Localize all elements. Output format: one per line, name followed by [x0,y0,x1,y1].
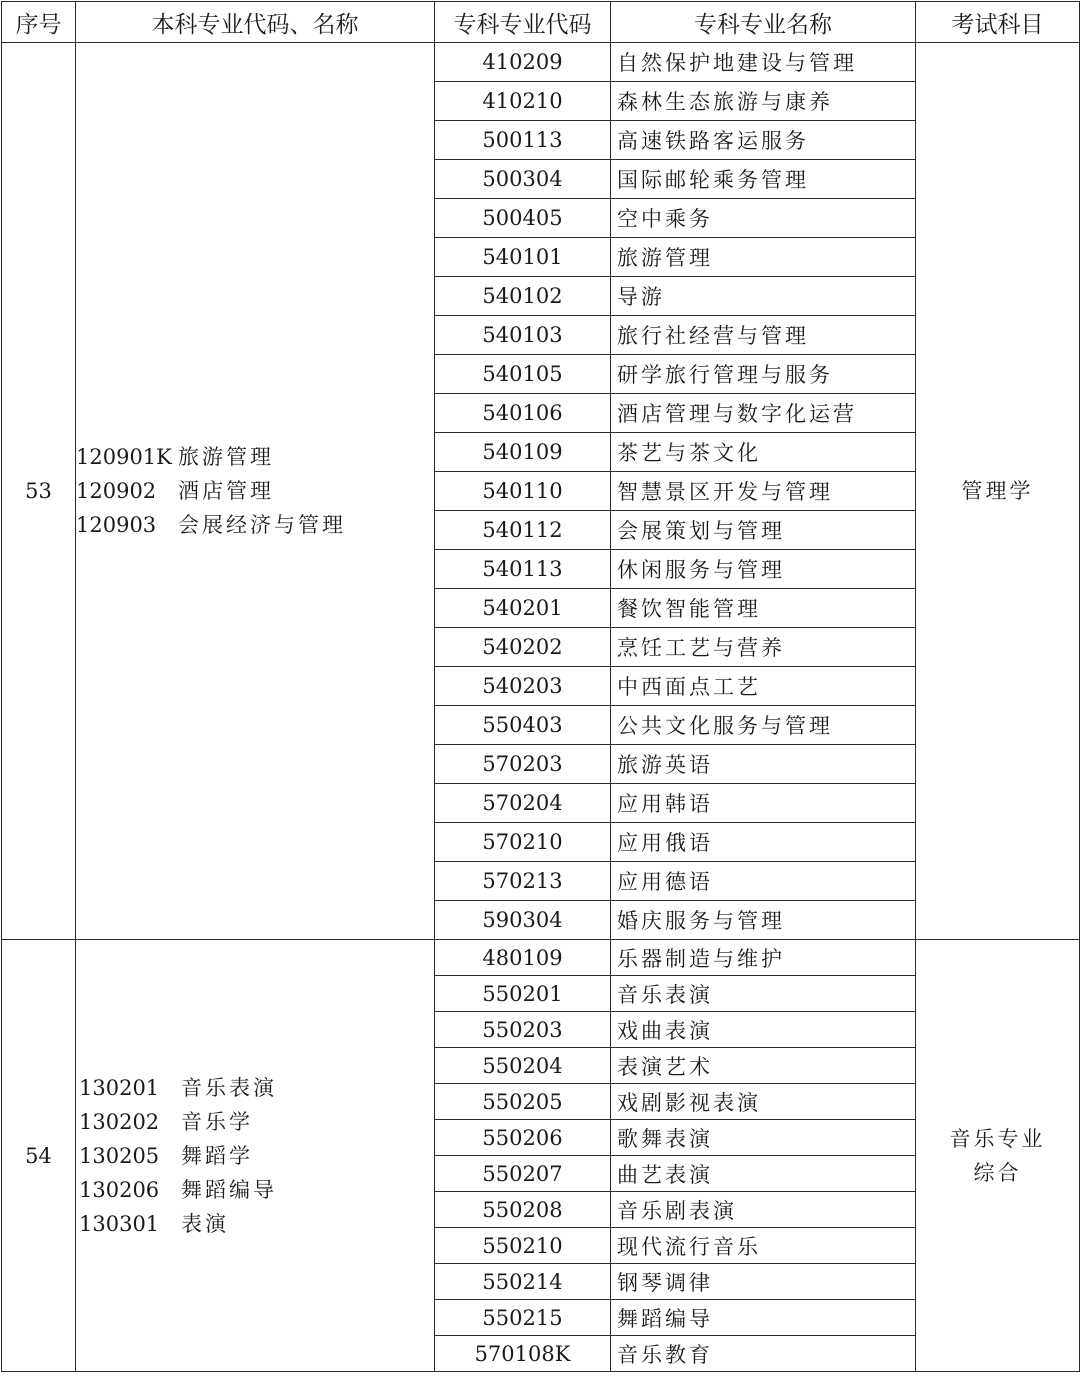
junior-major-name: 应用德语 [611,862,916,901]
group-seq: 54 [2,940,76,1372]
junior-major-code: 570203 [435,745,611,784]
junior-major-code: 540106 [435,394,611,433]
exam-subject [916,940,1080,1372]
exam-subject: 管理学 [916,43,1080,940]
junior-major-code: 570213 [435,862,611,901]
junior-major-code: 550403 [435,706,611,745]
junior-major-code: 480109 [435,940,611,976]
junior-major-name: 森林生态旅游与康养 [611,82,916,121]
header-seq: 序号 [2,2,76,43]
junior-major-name: 智慧景区开发与管理 [611,472,916,511]
undergrad-major-name: 音乐学 [181,1109,253,1134]
junior-major-code: 540102 [435,277,611,316]
undergrad-major-code: 130301 [79,1211,160,1236]
undergrad-major-item [76,1207,434,1241]
junior-major-code: 550214 [435,1264,611,1300]
junior-major-code: 500405 [435,199,611,238]
junior-major-name: 研学旅行管理与服务 [611,355,916,394]
junior-major-name: 餐饮智能管理 [611,589,916,628]
junior-major-code: 540101 [435,238,611,277]
junior-major-name: 茶艺与茶文化 [611,433,916,472]
junior-major-code: 540105 [435,355,611,394]
undergrad-major-item [76,1139,434,1173]
undergrad-major-name: 音乐表演 [181,1075,277,1100]
junior-major-name: 钢琴调律 [611,1264,916,1300]
undergrad-major-code: 130201 [79,1075,160,1100]
junior-major-name: 戏剧影视表演 [611,1084,916,1120]
junior-major-name: 酒店管理与数字化运营 [611,394,916,433]
junior-major-name: 应用俄语 [611,823,916,862]
undergrad-major-code: 120903 [76,513,157,537]
junior-major-name: 旅游管理 [611,238,916,277]
junior-major-name: 现代流行音乐 [611,1228,916,1264]
junior-major-name: 公共文化服务与管理 [611,706,916,745]
junior-major-name: 高速铁路客运服务 [611,121,916,160]
junior-major-name: 舞蹈编导 [611,1300,916,1336]
exam-subject-line: 综合 [973,1160,1022,1185]
junior-major-code: 540112 [435,511,611,550]
undergrad-major-name: 旅游管理 [178,445,274,469]
exam-subject-line: 音乐专业 [949,1126,1046,1151]
junior-major-name: 应用韩语 [611,784,916,823]
undergrad-major-item [76,1173,434,1207]
junior-major-code: 570210 [435,823,611,862]
junior-major-name: 旅游英语 [611,745,916,784]
junior-major-name: 乐器制造与维护 [611,940,916,976]
junior-major-name: 婚庆服务与管理 [611,901,916,940]
junior-major-name: 音乐教育 [611,1336,916,1372]
undergrad-major-code: 120901K [76,445,172,469]
junior-major-code: 570204 [435,784,611,823]
junior-major-name: 会展策划与管理 [611,511,916,550]
junior-major-code: 570108K [435,1336,611,1372]
major-mapping-table [1,1,1080,1372]
junior-major-name: 表演艺术 [611,1048,916,1084]
undergrad-major-name: 酒店管理 [178,479,274,503]
junior-major-code: 550203 [435,1012,611,1048]
junior-major-code: 500304 [435,160,611,199]
junior-major-code: 550204 [435,1048,611,1084]
table-row [2,43,1080,82]
junior-major-code: 540109 [435,433,611,472]
junior-major-name: 中西面点工艺 [611,667,916,706]
junior-major-name: 音乐剧表演 [611,1192,916,1228]
table-row [2,940,1080,976]
junior-major-name: 曲艺表演 [611,1156,916,1192]
junior-major-code: 540103 [435,316,611,355]
junior-major-code: 590304 [435,901,611,940]
junior-major-code: 500113 [435,121,611,160]
group-seq: 53 [2,43,76,940]
undergrad-major-item [76,1105,434,1139]
junior-major-code: 550205 [435,1084,611,1120]
header-junior-name: 专科专业名称 [611,2,916,43]
junior-major-name: 歌舞表演 [611,1120,916,1156]
undergrad-major-name: 舞蹈编导 [181,1177,277,1202]
undergrad-major-item [76,474,434,508]
junior-major-code: 550207 [435,1156,611,1192]
undergrad-major-code: 130206 [79,1177,160,1202]
undergrad-major-item [76,440,434,474]
undergrad-major-name: 会展经济与管理 [178,513,346,537]
undergrad-major-code: 130205 [79,1143,160,1168]
junior-major-code: 540202 [435,628,611,667]
junior-major-code: 540201 [435,589,611,628]
undergrad-major-name: 舞蹈学 [181,1143,253,1168]
junior-major-code: 550210 [435,1228,611,1264]
header-undergrad: 本科专业代码、名称 [76,2,435,43]
junior-major-code: 410209 [435,43,611,82]
junior-major-code: 550208 [435,1192,611,1228]
undergrad-major-code: 120902 [76,479,157,503]
undergrad-major-name: 表演 [181,1211,229,1236]
undergrad-major-item [76,1071,434,1105]
header-junior-code: 专科专业代码 [435,2,611,43]
junior-major-name: 休闲服务与管理 [611,550,916,589]
header-row [2,2,1080,43]
junior-major-code: 550215 [435,1300,611,1336]
undergrad-major-code: 130202 [79,1109,160,1134]
junior-major-name: 导游 [611,277,916,316]
junior-major-code: 540113 [435,550,611,589]
junior-major-code: 550206 [435,1120,611,1156]
junior-major-name: 戏曲表演 [611,1012,916,1048]
junior-major-code: 410210 [435,82,611,121]
junior-major-code: 550201 [435,976,611,1012]
junior-major-name: 国际邮轮乘务管理 [611,160,916,199]
junior-major-name: 烹饪工艺与营养 [611,628,916,667]
undergrad-majors-cell [76,940,435,1372]
junior-major-code: 540110 [435,472,611,511]
junior-major-name: 自然保护地建设与管理 [611,43,916,82]
junior-major-name: 音乐表演 [611,976,916,1012]
undergrad-major-item [76,508,434,542]
undergrad-majors-cell [76,43,435,940]
junior-major-code: 540203 [435,667,611,706]
header-exam: 考试科目 [916,2,1080,43]
junior-major-name: 旅行社经营与管理 [611,316,916,355]
table-body [2,43,1080,1372]
junior-major-name: 空中乘务 [611,199,916,238]
